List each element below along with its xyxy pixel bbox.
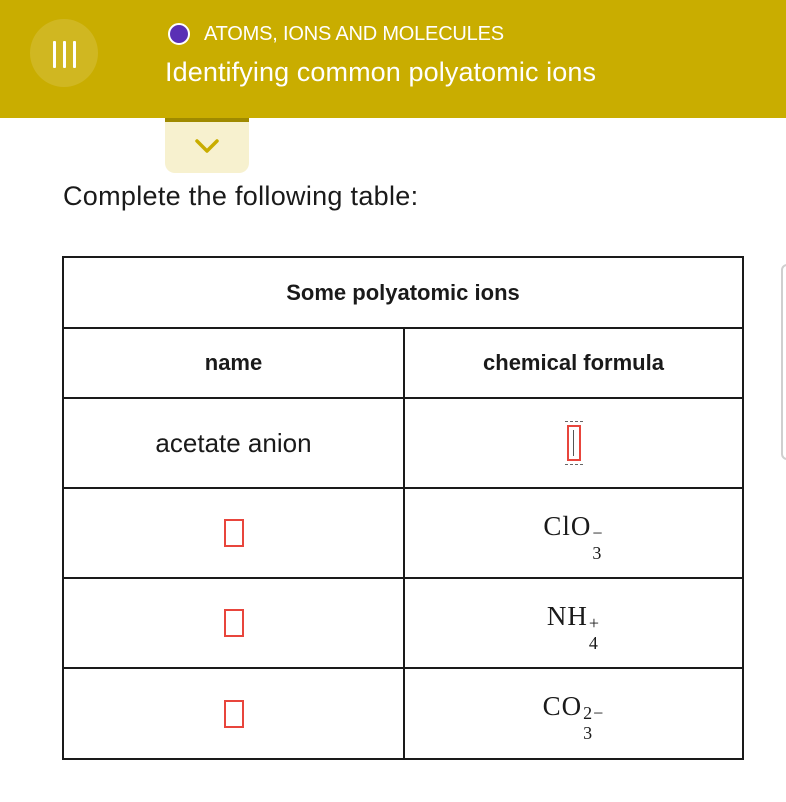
formula-charge: − [592,522,604,543]
row-1-formula-input[interactable] [567,425,581,461]
column-header-name: name [204,350,263,375]
formula-base: NH [546,600,588,631]
row-2-formula-cell [405,489,742,577]
formula-base: CO [542,691,583,721]
formula-subscript: 3 [592,542,603,563]
page-title: Identifying common polyatomic ions [165,57,597,87]
polyatomic-ions-table [62,256,744,760]
row-3-formula-cell [405,579,742,667]
row-2-name-cell [64,489,403,577]
topic-row [168,22,504,46]
formula-subscript: 3 [583,723,594,743]
row-2-formula [543,510,604,563]
row-3-name-input[interactable] [224,609,244,637]
formula-subscript: 4 [588,632,599,653]
row-1-formula-cell [405,399,742,487]
chevron-down-icon [194,138,220,154]
page-header [0,0,786,118]
table-caption: Some polyatomic ions [286,279,520,305]
row-4-name-cell [64,669,403,758]
row-4-formula [542,691,605,743]
row-2-name-input[interactable] [224,519,244,547]
row-3-formula [546,600,601,653]
row-1-name: acetate anion [155,427,312,458]
column-divider [403,327,405,758]
topic-label: ATOMS, IONS AND MOLECULES [204,22,504,45]
instructions-text: Complete the following table: [63,181,419,211]
collapse-header-button[interactable] [165,118,249,173]
formula-base: ClO [543,510,592,541]
formula-charge: + [588,612,601,633]
row-3-name-cell [64,579,403,667]
row-4-name-input[interactable] [224,700,244,728]
text-caret [573,430,575,456]
menu-button[interactable] [30,19,98,87]
formula-charge: 2− [583,703,605,723]
column-header-formula: chemical formula [483,350,664,375]
side-panel-tab[interactable] [781,264,786,460]
topic-status-dot-icon [168,23,190,45]
row-4-formula-cell [405,669,742,758]
